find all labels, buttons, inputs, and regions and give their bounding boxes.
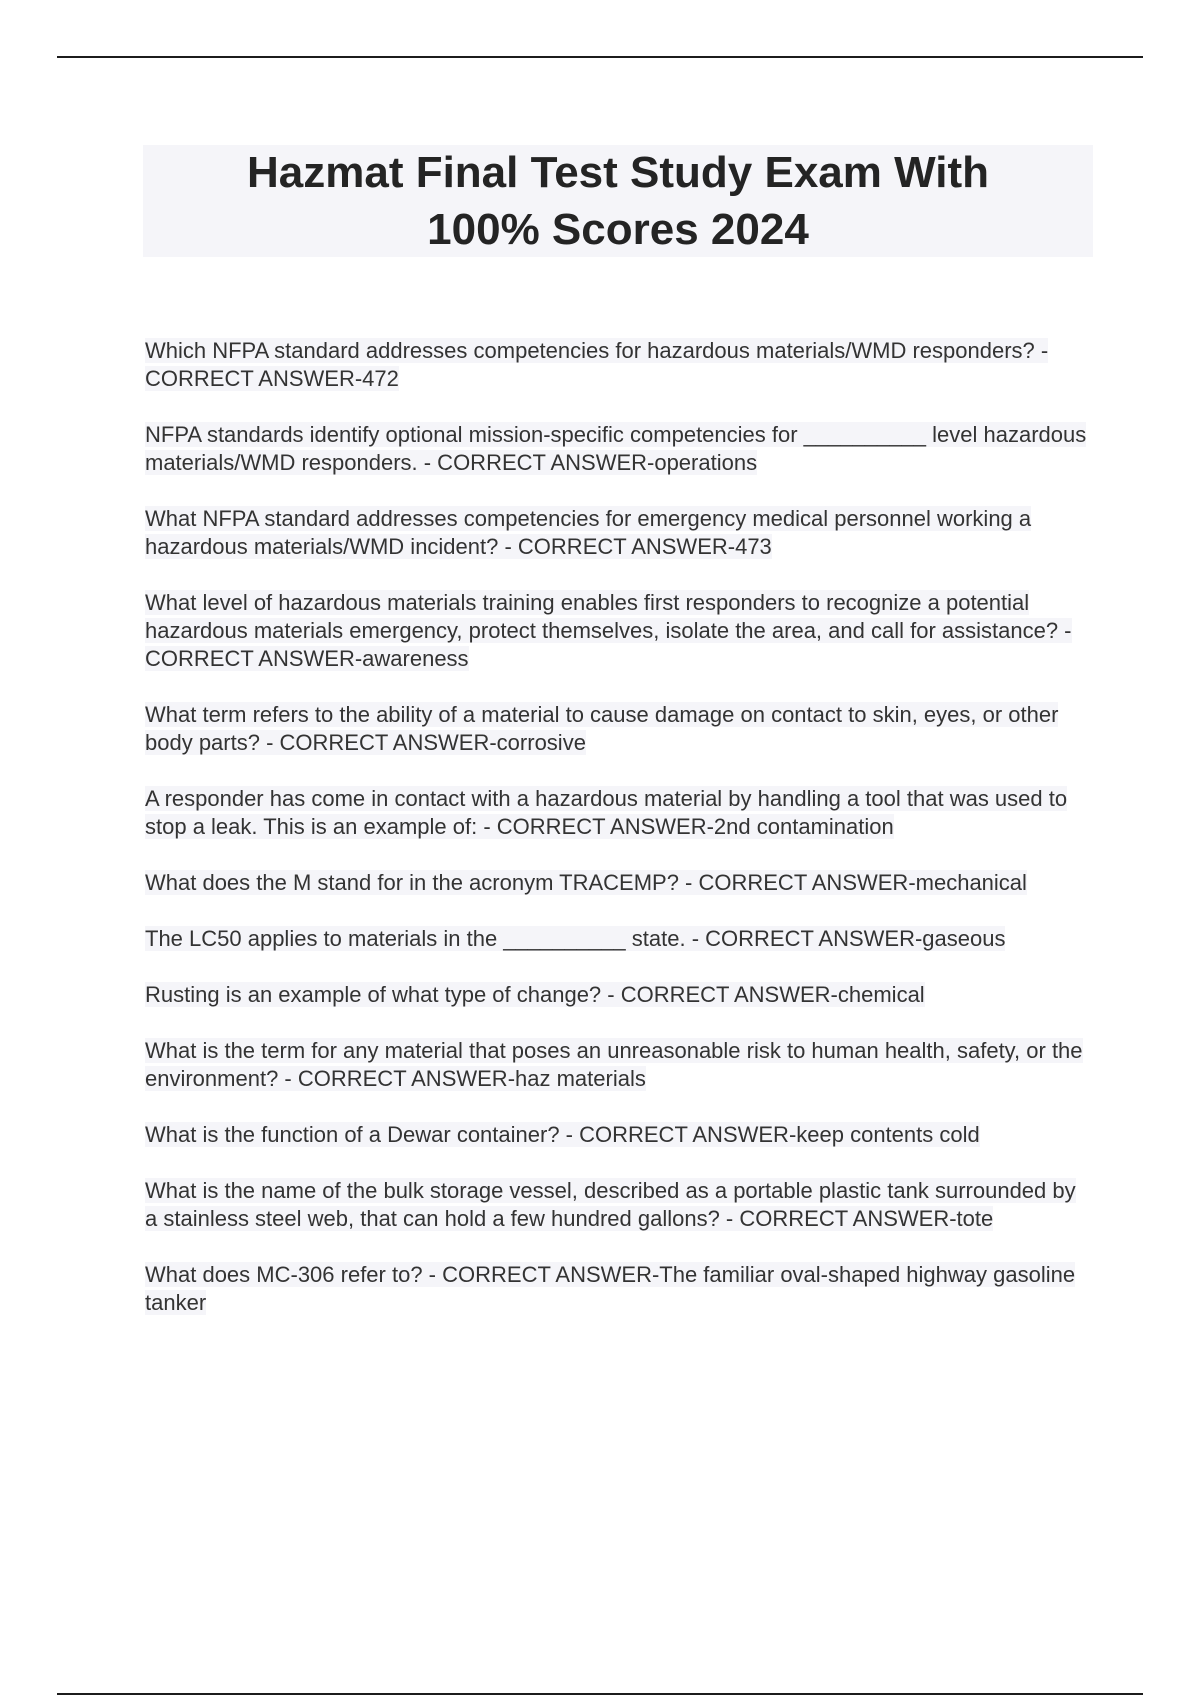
qa-text: The LC50 applies to materials in the __________ state. - CORRECT ANSWER-gaseous [145,926,1006,951]
qa-text: What does MC-306 refer to? - CORRECT ANSWER-The familiar oval-shaped highway gasoline tanker [145,1262,1076,1315]
qa-text: Which NFPA standard addresses competencies for hazardous materials/WMD responders? - CORRECT ANSWER-472 [145,338,1049,391]
qa-text: What does the M stand for in the acronym TRACEMP? - CORRECT ANSWER-mechanical [145,870,1027,895]
qa-text: What term refers to the ability of a material to cause damage on contact to skin, eyes, or other body parts? - CORRECT ANSWER-corrosive [145,702,1059,755]
title-line-1: Hazmat Final Test Study Exam With [246,148,990,197]
qa-text: What is the function of a Dewar container? - CORRECT ANSWER-keep contents cold [145,1122,980,1147]
qa-text: Rusting is an example of what type of change? - CORRECT ANSWER-chemical [145,982,925,1007]
qa-item [145,785,1090,841]
qa-text: What NFPA standard addresses competencies for emergency medical personnel working a hazardous materials/WMD incident? - CORRECT ANSWER-473 [145,506,1032,559]
qa-item [145,505,1090,561]
qa-item [145,337,1090,393]
document-title [247,144,989,258]
qa-text: What level of hazardous materials training enables first responders to recognize a potential hazardous materials emergency, protect themselves, isolate the area, and call for assistance? - CORRECT ANSWER-awareness [145,590,1072,671]
title-banner [143,145,1093,257]
qa-item [145,1177,1090,1233]
qa-item [145,1121,1090,1149]
title-line-2: 100% Scores 2024 [427,205,809,254]
qa-item [145,589,1090,673]
qa-item [145,981,1090,1009]
qa-item [145,421,1090,477]
footer-rule [57,1693,1143,1695]
qa-item [145,925,1090,953]
header-rule [57,56,1143,58]
qa-item [145,701,1090,757]
qa-text: What is the term for any material that poses an unreasonable risk to human health, safety, or the environment? - CORRECT ANSWER-haz materials [145,1038,1083,1091]
qa-text: What is the name of the bulk storage vessel, described as a portable plastic tank surrounded by a stainless steel web, that can hold a few hundred gallons? - CORRECT ANSWER-tote [145,1178,1076,1231]
question-answer-list [145,337,1090,1345]
qa-item [145,1037,1090,1093]
qa-text: A responder has come in contact with a hazardous material by handling a tool that was used to stop a leak. This is an example of: - CORRECT ANSWER-2nd contamination [145,786,1068,839]
qa-item [145,869,1090,897]
qa-item [145,1261,1090,1317]
qa-text: NFPA standards identify optional mission-specific competencies for __________ level hazardous materials/WMD responders. - CORRECT ANSWER-operations [145,422,1087,475]
